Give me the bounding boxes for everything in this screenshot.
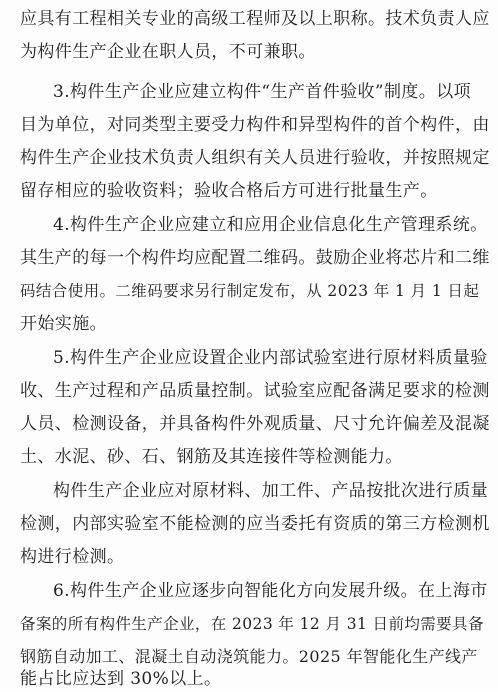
paragraph-3-start: 3.构件生产企业应建立构件“生产首件验收”制度。以项 (53, 82, 472, 102)
paragraph-testing-start: 构件生产企业应对原材料、加工件、产品按批次进行质量 (53, 481, 488, 501)
text-line: 检测，内部实验室不能检测的应当委托有资质的第三方检测机 (20, 514, 490, 534)
text-line: 人员、检测设备，并具备构件外观质量、尺寸允许偏差及混凝 (20, 414, 490, 434)
text-line: 码结合使用。二维码要求另行制定发布，从 2023 年 1 月 1 日起 (20, 282, 480, 300)
text-line: 开始实施。 (20, 314, 107, 334)
text-line: 构进行检测。 (20, 547, 125, 567)
text-line: 备案的所有构件生产企业，在 2023 年 12 月 31 日前均需要具备 (20, 615, 484, 633)
text-line: 能占比应达到 30%以上。 (20, 669, 222, 689)
text-line: 土、水泥、砂、石、钢筋及其连接件等检测能力。 (20, 447, 403, 467)
text-line: 留存相应的验收资料；验收合格后方可进行批量生产。 (20, 181, 438, 201)
text-line: 其生产的每一个构件均应配置二维码。鼓励企业将芯片和二维 (20, 248, 490, 268)
text-line: 应具有工程相关专业的高级工程师及以上职称。技术负责人应 (20, 9, 490, 29)
paragraph-6-start: 6.构件生产企业应逐步向智能化方向发展升级。在上海市 (53, 581, 488, 601)
text-line: 钢筋自动加工、混凝土自动浇筑能力。2025 年智能化生产线产 (20, 647, 478, 666)
paragraph-4-start: 4.构件生产企业应建立和应用企业信息化生产管理系统。 (53, 215, 488, 235)
text-line: 构件生产企业技术负责人组织有关人员进行验收，并按照规定 (20, 148, 490, 168)
paragraph-5-start: 5.构件生产企业应设置企业内部试验室进行原材料质量验 (53, 348, 488, 368)
text-line: 目为单位，对同类型主要受力构件和异型构件的首个构件，由 (20, 115, 490, 135)
text-line: 收、生产过程和产品质量控制。试验室应配备满足要求的检测 (20, 381, 490, 401)
text-line: 为构件生产企业在职人员，不可兼职。 (20, 42, 316, 62)
